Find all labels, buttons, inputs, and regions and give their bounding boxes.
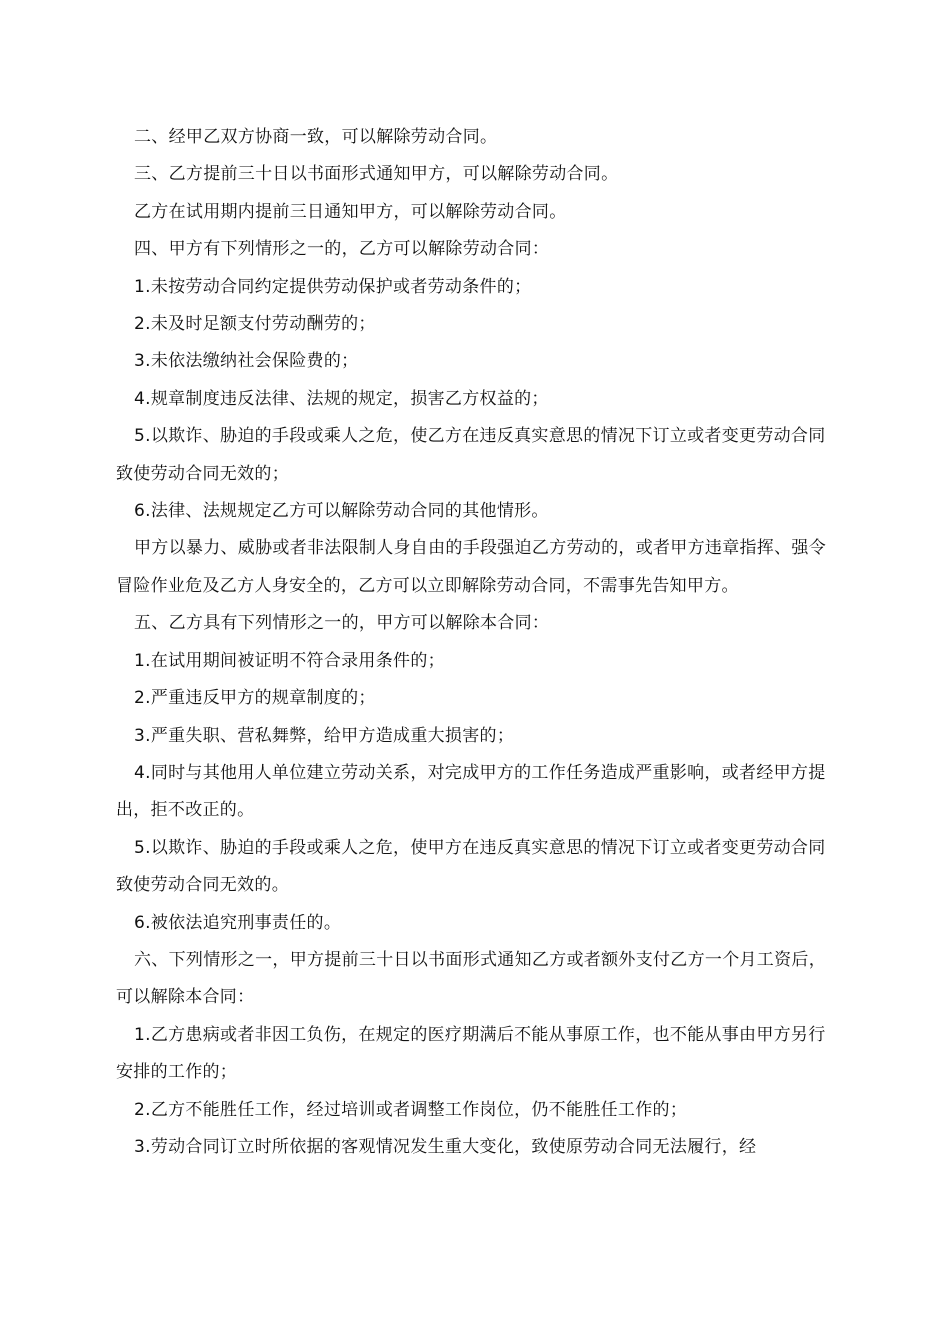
- contract-body: [116, 119, 836, 1166]
- paragraph-4: 四、甲方有下列情形之一的，乙方可以解除劳动合同：: [134, 239, 550, 260]
- paragraph-18: 6.被依法追究刑事责任的。: [134, 912, 342, 933]
- paragraph-21: 2.乙方不能胜任工作，经过培训或者调整工作岗位，仍不能胜任工作的；: [134, 1099, 688, 1120]
- paragraph-22: 3.劳动合同订立时所依据的客观情况发生重大变化，致使原劳动合同无法履行，经: [134, 1136, 757, 1157]
- paragraph-12: 五、乙方具有下列情形之一的，甲方可以解除本合同：: [134, 613, 550, 634]
- paragraph-19: 六、下列情形之一，甲方提前三十日以书面形式通知乙方或者额外支付乙方一个月工资后，可以解除本合同：: [116, 949, 826, 1008]
- paragraph-8: 4.规章制度违反法律、法规的规定，损害乙方权益的；: [134, 388, 549, 409]
- paragraph-7: 3.未依法缴纳社会保险费的；: [134, 351, 359, 372]
- paragraph-1: 二、经甲乙双方协商一致，可以解除劳动合同。: [134, 127, 498, 147]
- paragraph-6: 2.未及时足额支付劳动酬劳的；: [134, 314, 376, 335]
- paragraph-17: 5.以欺诈、胁迫的手段或乘人之危，使甲方在违反真实意思的情况下订立或者变更劳动合同致使劳动合同无效的。: [116, 837, 826, 896]
- paragraph-16: 4.同时与其他用人单位建立劳动关系，对完成甲方的工作任务造成严重影响，或者经甲方提出，拒不改正的。: [116, 762, 826, 821]
- paragraph-2: 三、乙方提前三十日以书面形式通知甲方，可以解除劳动合同。: [134, 164, 619, 185]
- paragraph-14: 2.严重违反甲方的规章制度的；: [134, 688, 376, 709]
- paragraph-13: 1.在试用期间被证明不符合录用条件的；: [134, 650, 445, 671]
- paragraph-3: 乙方在试用期内提前三日通知甲方，可以解除劳动合同。: [134, 201, 567, 222]
- paragraph-5: 1.未按劳动合同约定提供劳动保护或者劳动条件的；: [134, 276, 532, 297]
- paragraph-9: 5.以欺诈、胁迫的手段或乘人之危，使乙方在违反真实意思的情况下订立或者变更劳动合同致使劳动合同无效的；: [116, 426, 826, 484]
- paragraph-15: 3.严重失职、营私舞弊，给甲方造成重大损害的；: [134, 725, 515, 746]
- paragraph-20: 1.乙方患病或者非因工负伤，在规定的医疗期满后不能从事原工作，也不能从事由甲方另行安排的工作的；: [116, 1024, 826, 1083]
- paragraph-11: 甲方以暴力、威胁或者非法限制人身自由的手段强迫乙方劳动的，或者甲方违章指挥、强令冒险作业危及乙方人身安全的，乙方可以立即解除劳动合同，不需事先告知甲方。: [116, 538, 826, 596]
- paragraph-10: 6.法律、法规规定乙方可以解除劳动合同的其他情形。: [134, 501, 549, 522]
